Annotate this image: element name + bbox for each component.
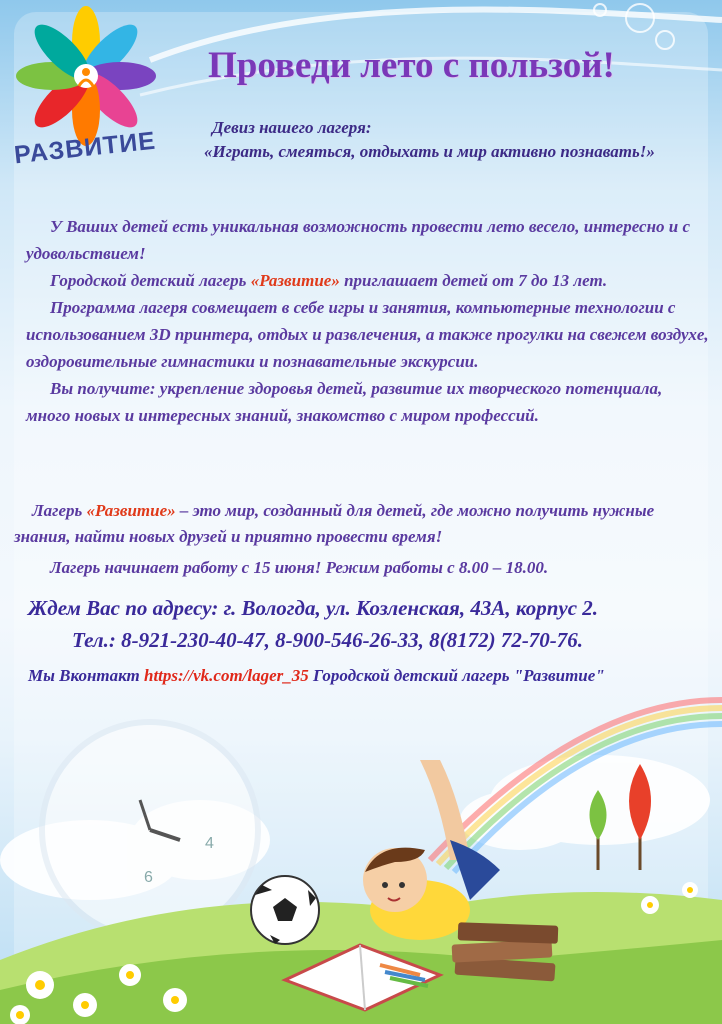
camp-name: «Развитие» [250,271,340,290]
paragraph-opportunity: У Ваших детей есть уникальная возможность провести лето весело, интересно и с удовольствием! [26,217,691,263]
camp-text-before: Лагерь [32,501,87,520]
logo-text: РАЗВИТИЕ [12,126,158,170]
address: Ждем Вас по адресу: г. Вологда, ул. Козленская, 43А, корпус 2. [28,596,599,620]
vk-link[interactable]: https://vk.com/lager_35 [144,666,309,685]
paragraph-camp [14,498,714,550]
clock-numeral-4: 4 [205,835,214,852]
paragraph-program: Программа лагеря совмещает в себе игры и занятия, компьютерные технологии с использованием 3D принтера, отдых и развлечения, а также прогулки на свежем воздухе, оздоровительные гимнастики и познавательные экскурсии. [26,298,709,371]
soccer-ball-icon [251,876,319,944]
phone-numbers: Тел.: 8-921-230-40-47, 8-900-546-26-33, 8(8172) 72-70-76. [72,628,584,652]
paragraph-invitation [26,267,710,294]
invitation-text: Городской детский лагерь [50,271,251,290]
motto-label: Девиз нашего лагеря: [212,118,372,137]
illustration-scene [0,680,722,1024]
motto [160,116,710,164]
camp-name-2: «Развитие» [86,501,176,520]
book-stack-icon [452,922,559,981]
start-date: Лагерь начинает работу с 15 июня! Режим работы с 8.00 – 18.00. [50,558,549,577]
motto-text: «Играть, смеяться, отдыхать и мир активно познавать!» [204,142,655,161]
page-title: Проведи лето с пользой! [208,45,615,86]
body-text [26,213,710,429]
invitation-age: приглашает детей от 7 до 13 лет. [339,271,608,290]
vk-label: Мы Вконтакт [28,666,144,685]
vk-group-name: Городской детский лагерь "Развитие" [308,666,605,685]
paragraph-benefits: Вы получите: укрепление здоровья детей, развитие их творческого потенциала, много новых и интересных знаний, знакомство с миром профессий. [26,379,663,425]
clock-numeral-6: 6 [144,869,153,886]
camp-text-after: – это мир, созданный для детей, где можно получить нужные знания, найти новых друзей и приятно провести время! [14,501,655,546]
